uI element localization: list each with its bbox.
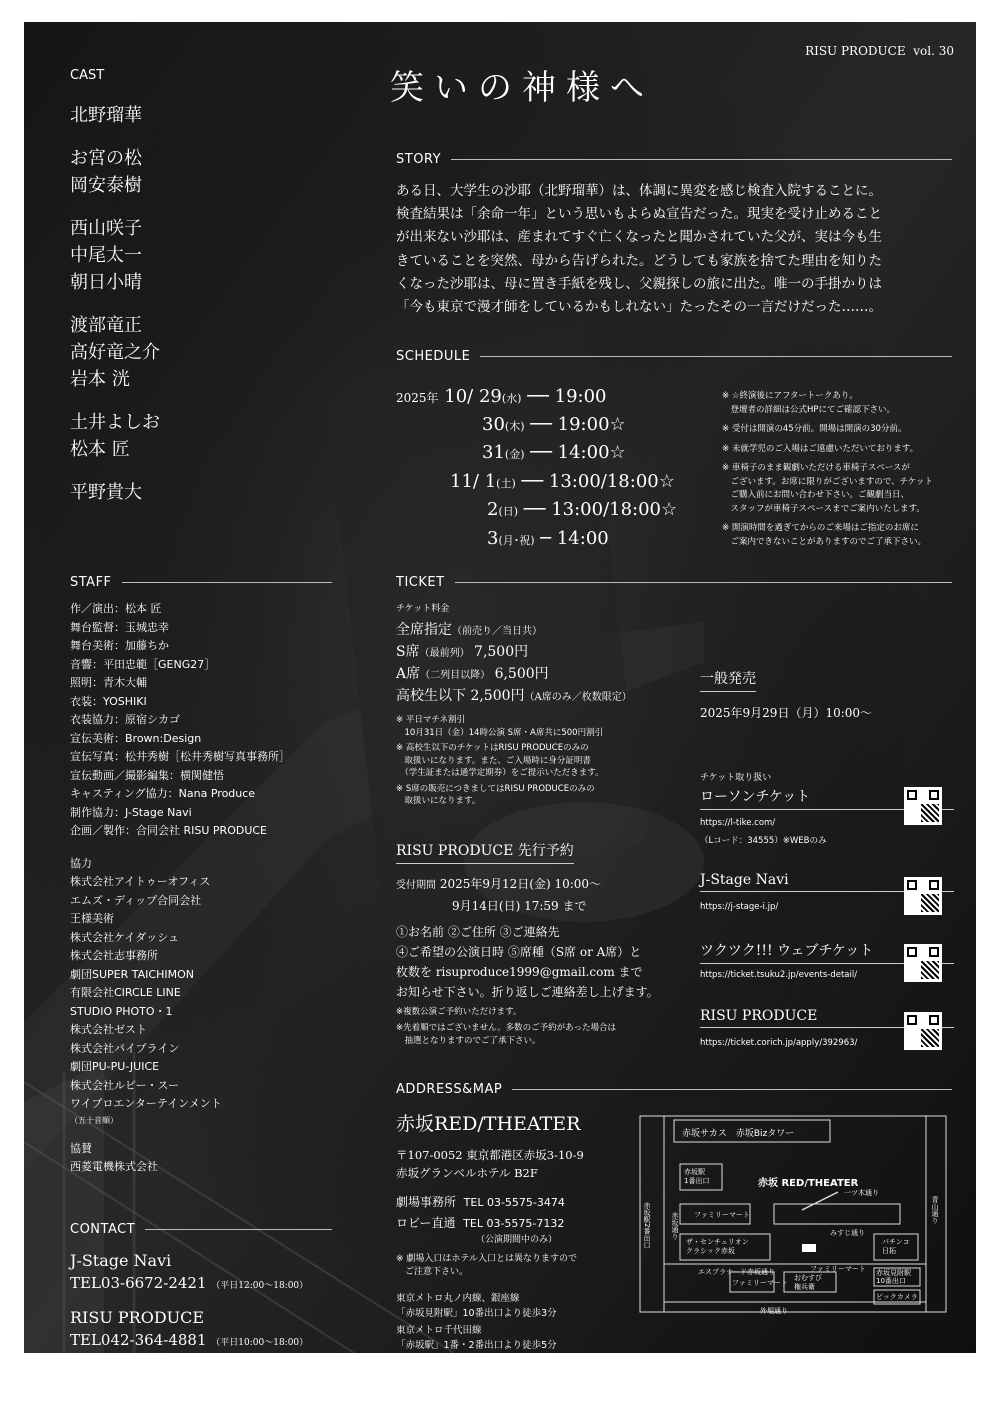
entrance-note: ご注意下さい。: [396, 1267, 469, 1277]
address-info: [396, 1110, 628, 1353]
map-label: ファミリーマート: [694, 1211, 750, 1219]
cast-member: 平野貴大: [70, 482, 142, 503]
cast-member: 渡部竜正: [70, 315, 142, 336]
schedule-dash: ──: [530, 442, 552, 463]
ticket-note: 取扱いになります。また、ご入場時に身分証明書: [396, 755, 591, 766]
venue-postal: 〒107-0052 東京都港区赤坂3-10-9: [396, 1148, 584, 1162]
schedule-row: [482, 442, 626, 463]
contact-name: J-Stage Navi: [70, 1251, 172, 1270]
schedule-date: 30: [482, 414, 505, 435]
presale-period-label: 受付期間: [396, 880, 436, 891]
schedule-heading: [396, 349, 952, 364]
agent-name: ツクツク!!! ウェブチケット: [700, 940, 954, 964]
schedule-notes: [722, 390, 962, 549]
ticket-note: 10月31日（金）14時公演 S席・A席共に500円割引: [396, 727, 604, 738]
map-label: パチンコ 日拓: [882, 1238, 910, 1255]
all-reserved: 全席指定: [396, 622, 452, 638]
cast-member: お宮の松: [70, 148, 142, 169]
schedule-note: ※ 車椅子のまま観劇いただける車椅子スペースが: [722, 463, 910, 473]
story-line: ある日、大学生の沙耶（北野瑠華）は、体調に異変を感じ検査入院することに。: [396, 183, 882, 199]
presale-period-start: 2025年9月12日(金) 10:00～: [439, 877, 602, 891]
map-label: 一ツ木通り: [844, 1189, 879, 1197]
schedule-dow: (水): [501, 392, 522, 405]
ticket-note: ※ 平日マチネ割引: [396, 715, 465, 725]
presale-line: 枚数を risuproduce1999@gmail.com まで: [396, 965, 643, 979]
cast-group: [70, 102, 310, 129]
map-label: ファミリーマート: [810, 1265, 866, 1273]
cooperation-item: 株式会社ケイダッシュ: [70, 930, 180, 944]
address-heading-label: ADDRESS&MAP: [396, 1082, 503, 1097]
schedule-dow: (月･祝): [498, 534, 535, 547]
office-label: 劇場事務所: [396, 1195, 457, 1209]
story-heading-label: STORY: [396, 152, 442, 167]
cooperation-item: 株式会社ルビー・スー: [70, 1078, 180, 1092]
price-row: [396, 664, 696, 686]
schedule-date: 10/ 29: [444, 386, 502, 407]
cast-group: [70, 215, 310, 296]
schedule-time: 13:00/18:00☆: [551, 499, 678, 520]
address-heading: [396, 1082, 952, 1097]
contact-tel: TEL03-6672-2421: [70, 1274, 207, 1292]
staff-list: [70, 600, 340, 1177]
presale-line: お知らせ下さい。折り返しご連絡差し上げます。: [396, 985, 659, 999]
staff-heading-label: STAFF: [70, 575, 112, 590]
schedule-note: ※ 受付は開演の45分前。開場は開演の30分前。: [722, 424, 907, 434]
presale-note: 抽選となりますのでご了承下さい。: [396, 1036, 541, 1046]
agent-info: [700, 814, 827, 850]
s-price: 7,500円: [474, 644, 529, 660]
cast-group: [70, 409, 310, 463]
ticket-note: ※ S席の販売につきましてはRISU PRODUCEのみの: [396, 783, 595, 794]
schedule-note: ございます。お席に限りがございますので、チケット: [722, 476, 933, 487]
contact-hours: （平日12:00～18:00）: [211, 1281, 309, 1291]
agent-name: ローソンチケット: [700, 786, 954, 810]
story-line: が出来ない沙耶は、産まれてすぐ亡くなったと聞かされていた父が、実は今も生: [396, 229, 882, 246]
staff-credit: 舞台監督：玉城忠幸: [70, 620, 169, 634]
cooperation-item: エムズ・ディップ合同会社: [70, 893, 202, 907]
divider: [480, 356, 952, 357]
staff-credit: キャスティング協力：Nana Produce: [70, 787, 256, 800]
ticket-prices: [396, 602, 696, 808]
divider: [451, 159, 952, 160]
staff-credit: 宣伝写真：松井秀樹［松井秀樹写真事務所］: [70, 750, 290, 763]
cast-member: 土井よしお: [70, 412, 160, 433]
schedule-note: ※ 開演時間を過ぎてからのご来場はご指定のお席に: [722, 523, 919, 533]
story-text: [396, 180, 956, 319]
series-name: RISU PRODUCE: [805, 44, 906, 58]
map-label: 外堀通り: [760, 1307, 788, 1315]
contact-tel: TEL042-364-4881: [70, 1331, 207, 1349]
ticket-notes: [396, 714, 696, 808]
staff-credit: 衣装協力：原宿シカゴ: [70, 713, 180, 726]
agent-name: RISU PRODUCE: [700, 1008, 954, 1028]
office-tel: TEL 03-5575-3474: [463, 1196, 565, 1209]
sponsor-name: 西菱電機株式会社: [70, 1160, 158, 1173]
map-label: 青山通り: [931, 1196, 939, 1224]
schedule-year: 2025年: [396, 391, 439, 405]
qr-code-jstage[interactable]: [904, 877, 942, 915]
price-row: [396, 642, 696, 664]
schedule-time: 13:00/18:00☆: [548, 471, 675, 492]
cooperation-item: 株式会社志事務所: [70, 949, 158, 962]
schedule-date: 11/ 1: [450, 471, 497, 492]
presale-note: ※複数公演ご予約いただけます。: [396, 1007, 522, 1017]
divider: [455, 582, 952, 583]
office-tel-row: [396, 1192, 628, 1213]
s-seat: S席: [396, 644, 420, 660]
cooperation-item: 株式会社ゼスト: [70, 1023, 147, 1036]
cooperation-item: 王様美術: [70, 912, 114, 925]
schedule-note: ※ ☆終演後にアフタートークあり。: [722, 391, 858, 401]
staff-credit: 音響：平田忠範［GENG27］: [70, 657, 216, 671]
schedule-note: ご案内できないことがありますのでご了承下さい。: [722, 536, 927, 547]
entrance-note: ※ 劇場入口はホテル入口とは異なりますので: [396, 1254, 577, 1264]
ticket-heading-label: TICKET: [396, 575, 445, 590]
presale-info: [396, 874, 716, 1048]
staff-heading: [70, 575, 332, 590]
cooperation-item: 株式会社パイプライン: [70, 1041, 180, 1055]
schedule-row: [487, 499, 677, 520]
map-label: エスプラナード赤坂通り: [698, 1268, 775, 1276]
presale-period-end: 9月14日(日) 17:59 まで: [452, 899, 587, 913]
cast-list: [70, 102, 310, 506]
qr-code-lawson[interactable]: [904, 787, 942, 825]
venue-map: [634, 1112, 954, 1322]
series-volume: vol. 30: [913, 44, 954, 58]
map-label: 赤坂サカス 赤坂Bizタワー: [682, 1129, 795, 1139]
agent-url[interactable]: https://ticket.corich.jp/apply/392963/: [700, 1038, 858, 1048]
agent-url[interactable]: https://j-stage-i.jp/: [700, 902, 779, 912]
cast-heading: CAST: [70, 68, 105, 83]
contact-tel-row: [70, 1329, 308, 1353]
presale-notes: [396, 1006, 716, 1048]
page-title: 笑いの神様へ: [390, 68, 654, 108]
schedule-row: [482, 414, 626, 435]
cooperation-item: ワイプロエンターテインメント: [70, 1097, 222, 1110]
a-seat-note: （二列目以降）: [420, 670, 491, 681]
map-label: ザ・センチュリオン クラシック赤坂: [686, 1238, 749, 1255]
cooperation-item: 有限会社CIRCLE LINE: [70, 986, 181, 999]
schedule-dow: (金): [504, 448, 525, 461]
schedule-heading-label: SCHEDULE: [396, 349, 471, 364]
map-label: 赤坂見附駅 10番出口: [876, 1269, 911, 1285]
ticket-heading: [396, 575, 952, 590]
general-sale-heading: 一般発売: [700, 668, 756, 692]
student-price: 2,500円: [470, 688, 525, 704]
map-label-theater: 赤坂 RED/THEATER: [758, 1178, 859, 1189]
staff-credit: 宣伝動画／撮影編集：横関健悟: [70, 768, 224, 782]
story-line: 「今も東京で漫才師をしているかもしれない」たったその一言だけだった……。: [396, 299, 882, 316]
staff-credit: 衣装：YOSHIKI: [70, 694, 147, 708]
schedule-dash: ──: [523, 499, 546, 520]
venue-building: 赤坂グランベルホテル B2F: [396, 1166, 538, 1180]
cooperation-heading: 協力: [70, 856, 92, 870]
cast-member: 岡安泰樹: [70, 175, 142, 196]
story-line: 検査結果は「余命一年」という思いもよらぬ宣告だった。現実を受け止めること: [396, 206, 882, 223]
cast-member: 北野瑠華: [70, 105, 142, 126]
map-label: ビックカメラ: [876, 1293, 918, 1301]
schedule-dow: (木): [504, 420, 525, 433]
schedule-time: 19:00☆: [557, 414, 626, 435]
agent-url[interactable]: https://ticket.tsuku2.jp/events-detail/: [700, 970, 858, 980]
cast-member: 高好竜之介: [70, 342, 160, 363]
cast-member: 西山咲子: [70, 218, 142, 239]
contact-list: [70, 1250, 308, 1353]
schedule-dow: (日): [498, 505, 519, 518]
lobby-note: （公演期間中のみ）: [476, 1235, 558, 1245]
schedule-note: スタッフが車椅子スペースまでご案内いたします。: [722, 503, 925, 514]
contact-hours: （平日10:00～18:00）: [211, 1338, 309, 1348]
map-label: 赤坂通り: [671, 1212, 679, 1240]
ticket-note: 取扱いになります。: [396, 796, 481, 806]
map-label: みすじ通り: [830, 1229, 865, 1237]
contact-name: RISU PRODUCE: [70, 1308, 205, 1327]
map-label: 赤坂駅2番出口: [643, 1202, 651, 1249]
story-heading: [396, 152, 952, 167]
cast-member: 岩本 洸: [70, 369, 130, 390]
lobby-tel: TEL 03-5575-7132: [463, 1217, 565, 1230]
schedule-row: [396, 386, 607, 407]
schedule-time: 19:00: [554, 386, 607, 407]
price-label: チケット料金: [396, 604, 450, 614]
staff-credit: 宣伝美術：Brown:Design: [70, 731, 202, 745]
presale-line: ④ご希望の公演日時 ⑤席種（S席 or A席）と: [396, 945, 642, 959]
access-line: 「赤坂見附駅」10番出口より徒歩3分: [396, 1308, 557, 1319]
agents-label: チケット取り扱い: [700, 773, 772, 783]
staff-credit: 制作協力：J-Stage Navi: [70, 805, 192, 819]
contact-heading-label: CONTACT: [70, 1222, 136, 1237]
s-seat-note: （最前列）: [419, 648, 470, 659]
divider: [122, 582, 332, 583]
map-label: ファミリーマート: [732, 1279, 788, 1287]
presale-period-row: [396, 874, 716, 896]
presale-heading: RISU PRODUCE 先行予約: [396, 840, 574, 864]
sponsor-heading: 協賛: [70, 1141, 92, 1155]
series-label: [805, 44, 954, 58]
access-line: 「赤坂駅」1番・2番出口より徒歩5分: [396, 1340, 557, 1351]
contact-tel-row: [70, 1272, 308, 1297]
schedule-note: ※ 未就学児のご入場はご遠慮いただいております。: [722, 443, 919, 454]
schedule-dash: ──: [530, 414, 552, 435]
staff-credit: 照明：青木大輔: [70, 676, 147, 689]
schedule-time: 14:00☆: [557, 442, 626, 463]
a-price: 6,500円: [494, 666, 549, 682]
access-info: [396, 1291, 628, 1353]
schedule-date: 3: [487, 528, 499, 549]
schedule-note: 登壇者の詳細は公式HPにてご確認下さい。: [722, 404, 896, 415]
cast-group: [70, 312, 310, 393]
cooperation-item: 株式会社アイトゥーオフィス: [70, 875, 211, 888]
schedule-dow: (土): [496, 477, 516, 490]
lobby-label: ロビー直通: [396, 1216, 456, 1230]
student-note: （A席のみ／枚数限定）: [524, 692, 632, 703]
staff-credit: 舞台美術：加藤ちか: [70, 639, 169, 652]
schedule-date: 31: [482, 442, 505, 463]
contact-heading: [70, 1222, 332, 1237]
ticket-note: （学生証または通学定期券）をご提示いただきます。: [396, 768, 604, 778]
schedule-dash: ──: [521, 471, 544, 492]
ticket-note: ※ 高校生以下のチケットはRISU PRODUCEのみの: [396, 743, 589, 753]
divider: [512, 1089, 952, 1090]
presale-line: ①お名前 ②ご住所 ③ご連絡先: [396, 925, 560, 939]
map-label: おむすび 権兵衛: [794, 1274, 822, 1291]
cast-member: 中尾太一: [70, 245, 142, 266]
story-line: きていることを突然、母から告げられた。どうしても家族を捨てた理由を知りた: [396, 252, 882, 269]
entrance-notes: [396, 1253, 628, 1279]
cast-member: 松本 匠: [70, 439, 130, 460]
lobby-tel-row: [396, 1213, 628, 1234]
map-label: 赤坂駅 1番出口: [684, 1168, 710, 1185]
schedule-note: ご購入前にお問い合わせ下さい。ご観劇当日、: [722, 490, 910, 500]
schedule-date: 2: [487, 499, 499, 520]
general-sale-date: 2025年9月29日（月）10:00～: [700, 706, 873, 720]
cooperation-item: STUDIO PHOTO・1: [70, 1004, 173, 1018]
agent-url[interactable]: https://l-tike.com/: [700, 818, 776, 828]
access-line: 東京メトロ千代田線: [396, 1325, 482, 1336]
qr-code-risu[interactable]: [904, 1012, 942, 1050]
all-reserved-note: （前売り／当日共）: [452, 626, 542, 637]
staff-credit: 企画／製作：合同会社 RISU PRODUCE: [70, 824, 268, 837]
schedule-dash: ─: [540, 528, 552, 549]
cast-group: [70, 145, 310, 199]
a-seat: A席: [396, 666, 421, 682]
agent-name: J-Stage Navi: [700, 872, 954, 892]
cast-member: 朝日小晴: [70, 272, 142, 293]
agent-code: （Lコード：34555）※WEBのみ: [700, 836, 827, 846]
schedule-row: [450, 471, 675, 492]
schedule-time: 14:00: [556, 528, 609, 549]
cooperation-note: （五十音順）: [70, 1115, 118, 1125]
qr-code-tsukutsuku[interactable]: [904, 944, 942, 982]
schedule-dash: ──: [527, 386, 549, 407]
divider: [145, 1229, 332, 1230]
cooperation-item: 劇団SUPER TAICHIMON: [70, 967, 194, 981]
staff-credit: 作／演出：松本 匠: [70, 602, 162, 615]
presale-note: ※先着順ではございません。多数のご予約があった場合は: [396, 1023, 617, 1033]
price-row: [396, 620, 696, 642]
student: 高校生以下: [396, 688, 466, 704]
poster: [24, 22, 976, 1353]
cooperation-item: 劇団PU-PU-JUICE: [70, 1060, 160, 1073]
venue-name: 赤坂RED/THEATER: [396, 1113, 581, 1135]
story-line: くなった沙耶は、母に置き手紙を残し、父親探しの旅に出た。唯一の手掛かりは: [396, 275, 882, 292]
schedule-row: [487, 528, 609, 549]
price-row: [396, 686, 696, 708]
access-line: 東京メトロ丸ノ内線、銀座線: [396, 1293, 520, 1304]
cast-group: [70, 479, 310, 506]
